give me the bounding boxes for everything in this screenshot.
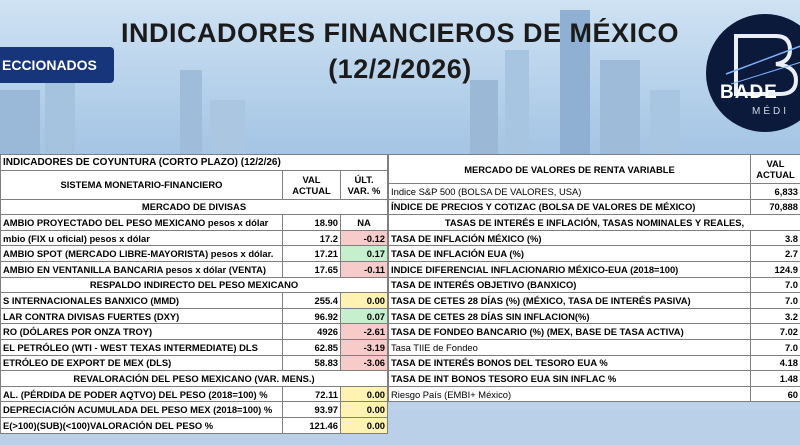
table-row [1,308,388,324]
section-row [389,215,800,231]
indicator-label: INDICE DIFERENCIAL INFLACIONARIO MÉXICO-EUA (2018=100) [389,261,751,277]
indicator-variation: NA [341,215,388,231]
table-row [1,293,388,309]
indicator-label: LAR CONTRA DIVISAS FUERTES (DXY) [1,308,283,324]
table-row [389,184,800,200]
indicator-value: 3.8 [751,230,800,246]
table-header-row [389,155,800,184]
indicator-label: TASA DE FONDEO BANCARIO (%) (MEX, BASE DE TASA ACTIVA) [389,324,751,340]
indicator-value: 62.85 [283,339,341,355]
indicator-value: 93.97 [283,402,341,418]
indicator-label: ETRÓLEO DE EXPORT DE MEX (DLS) [1,355,283,371]
indicator-variation: 0.07 [341,308,388,324]
section-label: REVALORACIÓN DEL PESO MEXICANO (VAR. MENS.) [1,371,388,387]
indicator-label: RO (DÓLARES POR ONZA TROY) [1,324,283,340]
page-title: INDICADORES FINANCIEROS DE MÉXICO [120,18,680,48]
table-header-row [1,170,388,199]
indicator-value: 17.2 [283,230,341,246]
indicator-label: EL PETRÓLEO (WTI - WEST TEXAS INTERMEDIATE) DLS [1,339,283,355]
table-title: MERCADO DE VALORES DE RENTA VARIABLE [389,155,751,184]
table-row [1,355,388,371]
indicator-label: S INTERNACIONALES BANXICO (MMD) [1,293,283,309]
indicator-variation: 0.00 [341,386,388,402]
table-row [389,293,800,309]
indicator-variation: -3.06 [341,355,388,371]
indicator-variation: -0.11 [341,261,388,277]
indicator-label: TASA DE CETES 28 DÍAS SIN INFLACION(%) [389,308,751,324]
section-label: MERCADO DE DIVISAS [1,199,388,215]
indicator-value: 4.18 [751,355,800,371]
table-row [389,199,800,215]
table-title: INDICADORES DE COYUNTURA (CORTO PLAZO) (12/2/26) [1,155,388,171]
column-header-system: SISTEMA MONETARIO-FINANCIERO [1,170,283,199]
indicator-value: 70,888 [751,199,800,215]
indicator-value: 7.0 [751,277,800,293]
logo-subtitle: MÉDI [752,106,789,117]
indicator-label: DEPRECIACIÓN ACUMULADA DEL PESO MEX (2018=100) % [1,402,283,418]
column-header-value: VAL ACTUAL [751,155,800,184]
indicator-label: AMBIO SPOT (MERCADO LIBRE-MAYORISTA) pesos x dólar. [1,246,283,262]
indicator-value: 17.65 [283,261,341,277]
indicator-label: Riesgo País (EMBI+ México) [389,386,751,402]
indicator-value: 121.46 [283,417,341,433]
indicator-value: 96.92 [283,308,341,324]
section-row [1,371,388,387]
table-row [1,339,388,355]
indicator-value: 124.9 [751,261,800,277]
indicator-label: TASA DE INFLACIÓN EUA (%) [389,246,751,262]
section-row [1,199,388,215]
indicator-label: AMBIO EN VENTANILLA BANCARIA pesos x dólar (VENTA) [1,261,283,277]
indicator-value: 6,833 [751,184,800,200]
indicator-label: TASA DE INTERÉS BONOS DEL TESORO EUA % [389,355,751,371]
indicator-label: E(>100)(SUB)(<100)VALORACIÓN DEL PESO % [1,417,283,433]
column-header-value: VAL ACTUAL [283,170,341,199]
indicator-value: 255.4 [283,293,341,309]
table-row [389,355,800,371]
indicator-value: 7.02 [751,324,800,340]
indicator-label: Tasa TIIE de Fondeo [389,339,751,355]
logo-text: BADE [720,82,778,103]
indicator-label: AL. (PÉRDIDA DE PODER AQTVO) DEL PESO (2018=100) % [1,386,283,402]
table-row [1,215,388,231]
table-row [1,417,388,433]
indicator-value: 3.2 [751,308,800,324]
indicator-label: Indice S&P 500 (BOLSA DE VALORES, USA) [389,184,751,200]
indicator-value: 72.11 [283,386,341,402]
indicator-value: 60 [751,386,800,402]
indicator-variation: 0.17 [341,246,388,262]
column-header-variation: ÚLT. VAR. % [341,170,388,199]
section-label: TASAS DE INTERÉS E INFLACIÓN, TASAS NOMINALES Y REALES, [389,215,800,231]
indicator-value: 58.83 [283,355,341,371]
indicator-label: TASA DE INFLACIÓN MÉXICO (%) [389,230,751,246]
table-row [1,246,388,262]
table-row [389,261,800,277]
page-date: (12/2/2026) [328,54,472,84]
section-label: RESPALDO INDIRECTO DEL PESO MEXICANO [1,277,388,293]
table-row [1,230,388,246]
table-title-row [1,155,388,171]
coyuntura-table [0,154,388,434]
renta-variable-table [388,154,800,402]
table-row [389,324,800,340]
indicator-label: TASA DE INTERÉS OBJETIVO (BANXICO) [389,277,751,293]
table-row [389,277,800,293]
table-row [389,339,800,355]
indicator-label: TASA DE CETES 28 DÍAS (%) (MÉXICO, TASA DE INTERÉS PASIVA) [389,293,751,309]
indicator-value: 18.90 [283,215,341,231]
indicator-variation: 0.00 [341,402,388,418]
table-row [1,324,388,340]
table-row [389,371,800,387]
indicator-label: ÍNDICE DE PRECIOS Y COTIZAC (BOLSA DE VALORES DE MÉXICO) [389,199,751,215]
indicator-variation: -3.19 [341,339,388,355]
table-row [389,230,800,246]
indicator-label: mbio (FIX u oficial) pesos x dólar [1,230,283,246]
indicator-value: 2.7 [751,246,800,262]
indicator-value: 4926 [283,324,341,340]
indicator-variation: -2.61 [341,324,388,340]
indicator-label: AMBIO PROYECTADO DEL PESO MEXICANO pesos x dólar [1,215,283,231]
indicator-value: 1.48 [751,371,800,387]
table-row [1,386,388,402]
table-row [1,261,388,277]
indicator-value: 7.0 [751,293,800,309]
indicator-variation: 0.00 [341,417,388,433]
section-row [1,277,388,293]
table-row [389,246,800,262]
indicator-value: 17.21 [283,246,341,262]
table-row [389,308,800,324]
indicator-label: TASA DE INT BONOS TESORO EUA SIN INFLAC % [389,371,751,387]
table-row [1,402,388,418]
section-badge: ECCIONADOS [0,47,114,83]
indicator-value: 7.0 [751,339,800,355]
indicator-variation: 0.00 [341,293,388,309]
table-row [389,386,800,402]
indicator-variation: -0.12 [341,230,388,246]
